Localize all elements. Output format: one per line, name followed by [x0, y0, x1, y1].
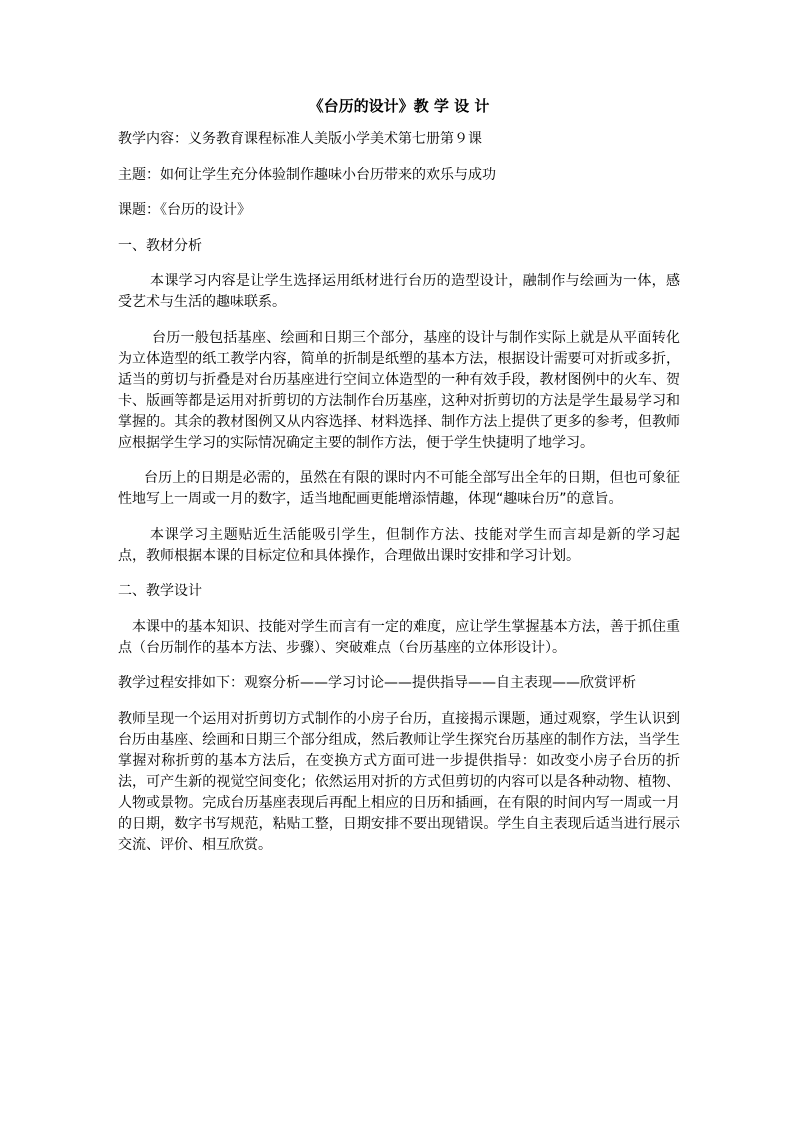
paragraph-key-points: 本课中的基本知识、技能对学生而言有一定的难度，应让学生掌握基本方法，善于抓住重点（台历制作的基本方法、步骤）、突破难点（台历基座的立体形设计）。	[118, 618, 680, 656]
paragraph-content-intro: 本课学习内容是让学生选择运用纸材进行台历的造型设计，融制作与绘画为一体，感受艺术与生活的趣味联系。	[118, 273, 680, 310]
theme-line: 主题：如何让学生充分体验制作趣味小台历带来的欢乐与成功	[118, 166, 496, 183]
paragraph-process-detail: 教师呈现一个运用对折剪切方式制作的小房子台历，直接揭示课题，通过观察，学生认识到台历由基座、绘画和日期三个部分组成，然后教师让学生探究台历基座的制作方法，当学生掌握对称折剪的基本方法后，在变换方式方面可进一步提供指导：如改变小房子台历的折法，可产生新的视觉空间变化；依然运用对折的方式但剪切的内容可以是各种动物、植物、人物或景物。完成台历基座表现后再配上相应的日历和插画，在有限的时间内写一周或一月的日期，数字书写规范，粘贴工整，日期安排不要出现错误。学生自主表现后适当进行展示交流、评价、相互欣赏。	[118, 710, 680, 853]
lesson-topic-line: 课题：《台历的设计》	[118, 202, 251, 218]
paragraph-calendar-dates: 台历上的日期是必需的，虽然在有限的课时内不可能全部写出全年的日期，但也可象征性地写上一周或一月的数字，适当地配画更能增添情趣，体现“趣味台历”的意旨。	[118, 470, 680, 507]
paragraph-learning-theme: 本课学习主题贴近生活能吸引学生，但制作方法、技能对学生而言却是新的学习起点，教师根据本课的目标定位和具体操作，合理做出课时安排和学习计划。	[118, 526, 680, 564]
paragraph-process-outline: 教学过程安排如下：观察分析——学习讨论——提供指导——自主表现——欣赏评析	[118, 675, 636, 691]
teaching-content-line: 教学内容：义务教育课程标准人美版小学美术第七册第９课	[118, 131, 482, 147]
document-body	[118, 95, 680, 870]
paragraph-calendar-parts: 台历一般包括基座、绘画和日期三个部分，基座的设计与制作实际上就是从平面转化为立体造型的纸工教学内容，简单的折制是纸塑的基本方法，根据设计需要可对折或多折，适当的剪切与折叠是对台历基座进行空间立体造型的一种有效手段，教材图例中的火车、贺卡、版画等都是运用对折剪切的方法制作台历基座，这种对折剪切的方法是学生最易学习和掌握的。其余的教材图例又从内容选择、材料选择、制作方法上提供了更多的参考，但教师应根据学生学习的实际情况确定主要的制作方法，便于学生快捷明了地学习。	[118, 329, 680, 451]
document-title: 《台历的设计》教 学 设 计	[308, 97, 490, 115]
section-heading-teaching-design: 二、教学设计	[118, 583, 202, 599]
section-heading-textbook-analysis: 一、教材分析	[118, 237, 202, 254]
